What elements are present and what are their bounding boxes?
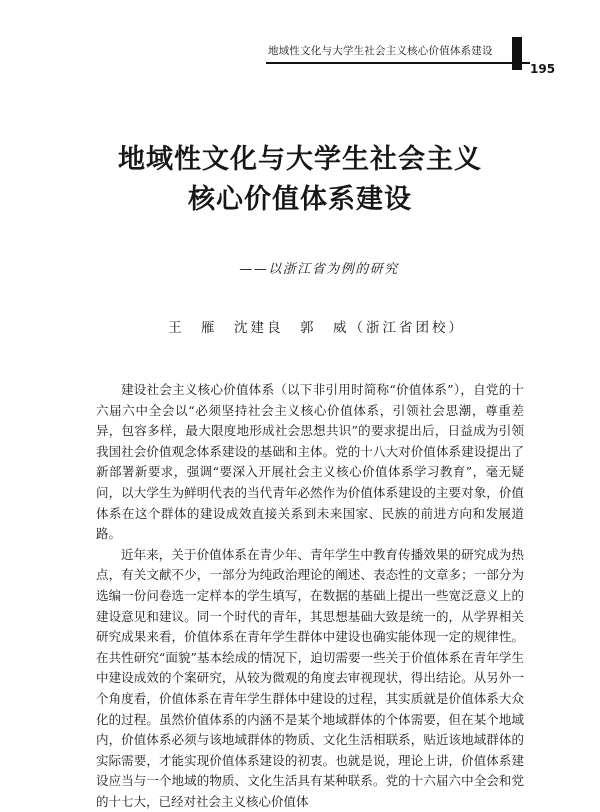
header-bar-mark: [512, 37, 522, 70]
running-header: 地域性文化与大学生社会主义核心价值体系建设: [268, 45, 493, 57]
author-line: 王 雁 沈建良 郭 威（浙江省团校）: [168, 320, 465, 336]
title-line-2: 核心价值体系建设: [188, 184, 412, 215]
title-line-1: 地域性文化与大学生社会主义: [118, 144, 482, 175]
body-text: [96, 380, 524, 812]
article-subtitle: ——以浙江省为例的研究: [239, 262, 399, 277]
article-title: [0, 140, 600, 220]
header-rule: [266, 62, 530, 64]
paragraph-1: 建设社会主义核心价值体系（以下非引用时简称“价值体系”），自党的十六届六中全会以“必须坚持社会主义核心价值体系，引领社会思潮，尊重差异，包容多样，最大限度地形成社会思想共识”的要求提出后，日益成为引领我国社会价值观念体系建设的基础和主体。党的十八大对价值体系建设提出了新部署新要求，强调“要深入开展社会主义核心价值体系学习教育”，毫无疑问，以大学生为鲜明代表的当代青年必然作为价值体系建设的主要对象，价值体系在这个群体的建设成效直接关系到未来国家、民族的前进方向和发展道路。: [96, 382, 524, 542]
page-number: 195: [530, 62, 556, 76]
paragraph-2: 近年来，关于价值体系在青少年、青年学生中教育传播效果的研究成为热点，有关文献不少，一部分为纯政治理论的阐述、表态性的文章多；一部分为选编一份问卷选一定样本的学生填写，在数据的基础上提出一些宽泛意义上的建设意见和建议。同一个时代的青年，其思想基础大致是统一的，从学界相关研究成果来看，价值体系在青年学生群体中建设也确实能体现一定的规律性。在共性研究“面貌”基本绘成的情况下，迫切需要一些关于价值体系在青年学生中建设成效的个案研究，从较为微观的角度去审视现状，得出结论。从另外一个角度看，价值体系在青年学生群体中建设的过程，其实质就是价值体系大众化的过程。虽然价值体系的内涵不是某个地域群体的个体需要，但在某个地域内，价值体系必须与该地域群体的物质、文化生活相联系，贴近该地域群体的实际需要，才能实现价值体系建设的初衷。也就是说，理论上讲，价值体系建设应当与一个地域的物质、文化生活具有某种联系。党的十六届六中全会和党的十七大，已经对社会主义核心价值体: [96, 546, 524, 809]
